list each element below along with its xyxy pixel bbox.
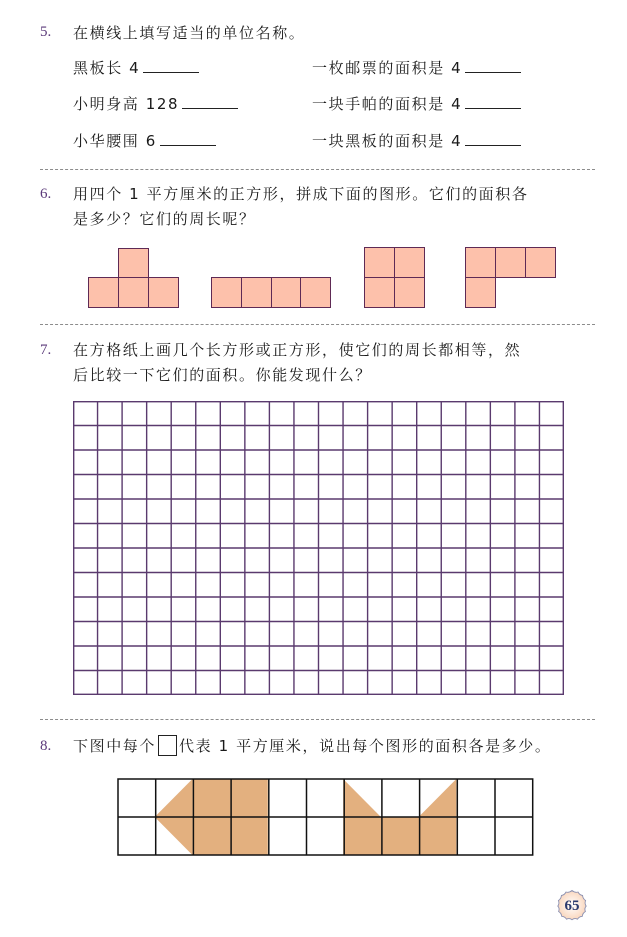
square-cell <box>525 247 556 278</box>
q5-item-blackboard-length <box>73 58 199 78</box>
q5-item-waist <box>73 131 216 151</box>
square-cell <box>364 247 395 278</box>
square-cell <box>300 277 331 308</box>
q5-item-handkerchief-area <box>312 94 521 114</box>
square-cell <box>465 277 496 308</box>
answer-blank[interactable] <box>160 131 216 146</box>
q5-item-text: 小华腰围 6 <box>73 132 157 150</box>
answer-blank[interactable] <box>182 94 238 109</box>
section-divider <box>40 719 595 720</box>
section-divider <box>40 169 595 170</box>
question-5-prompt: 在横线上填写适当的单位名称。 <box>73 24 306 42</box>
answer-blank[interactable] <box>143 58 199 73</box>
question-6-prompt-line2: 是多少？它们的周长呢？ <box>73 210 256 228</box>
q5-item-stamp-area <box>312 58 521 78</box>
question-7-prompt-line1: 在方格纸上画几个长方形或正方形，使它们的周长都相等，然 <box>73 341 522 359</box>
question-8-prompt <box>73 734 552 759</box>
question-number-8: 8. <box>40 738 52 754</box>
square-cell <box>211 277 242 308</box>
question-6-prompt-line1: 用四个 1 平方厘米的正方形，拼成下面的图形。它们的面积各 <box>73 185 529 203</box>
square-cell <box>394 247 425 278</box>
section-divider <box>40 324 595 325</box>
page-number-badge <box>552 885 592 925</box>
question-7-prompt-line2: 后比较一下它们的面积。你能发现什么？ <box>73 366 372 384</box>
unit-square-icon <box>158 735 177 756</box>
square-cell <box>394 277 425 308</box>
graph-paper-grid[interactable] <box>73 401 564 695</box>
question-number-6: 6. <box>40 186 52 202</box>
q5-item-text: 一块手帕的面积是 4 <box>312 95 463 113</box>
square-cell <box>495 247 526 278</box>
q5-item-text: 小明身高 128 <box>73 95 180 113</box>
square-cell <box>364 277 395 308</box>
q5-item-text: 一枚邮票的面积是 4 <box>312 59 463 77</box>
square-cell <box>241 277 272 308</box>
square-cell <box>88 277 119 308</box>
area-figures-grid <box>117 778 535 856</box>
q8-prompt-start: 下图中每个 <box>73 737 157 755</box>
q5-item-height <box>73 94 238 114</box>
question-number-5: 5. <box>40 24 52 40</box>
answer-blank[interactable] <box>465 58 521 73</box>
q5-item-blackboard-area <box>312 131 521 151</box>
answer-blank[interactable] <box>465 94 521 109</box>
answer-blank[interactable] <box>465 131 521 146</box>
page-number: 65 <box>564 898 580 914</box>
q5-item-text: 黑板长 4 <box>73 59 141 77</box>
q5-item-text: 一块黑板的面积是 4 <box>312 132 463 150</box>
square-cell <box>465 247 496 278</box>
square-cell <box>148 277 179 308</box>
question-number-7: 7. <box>40 342 52 358</box>
square-cell <box>118 277 149 308</box>
square-cell <box>118 248 149 279</box>
q8-prompt-end: 代表 1 平方厘米，说出每个图形的面积各是多少。 <box>179 737 552 755</box>
square-cell <box>271 277 302 308</box>
